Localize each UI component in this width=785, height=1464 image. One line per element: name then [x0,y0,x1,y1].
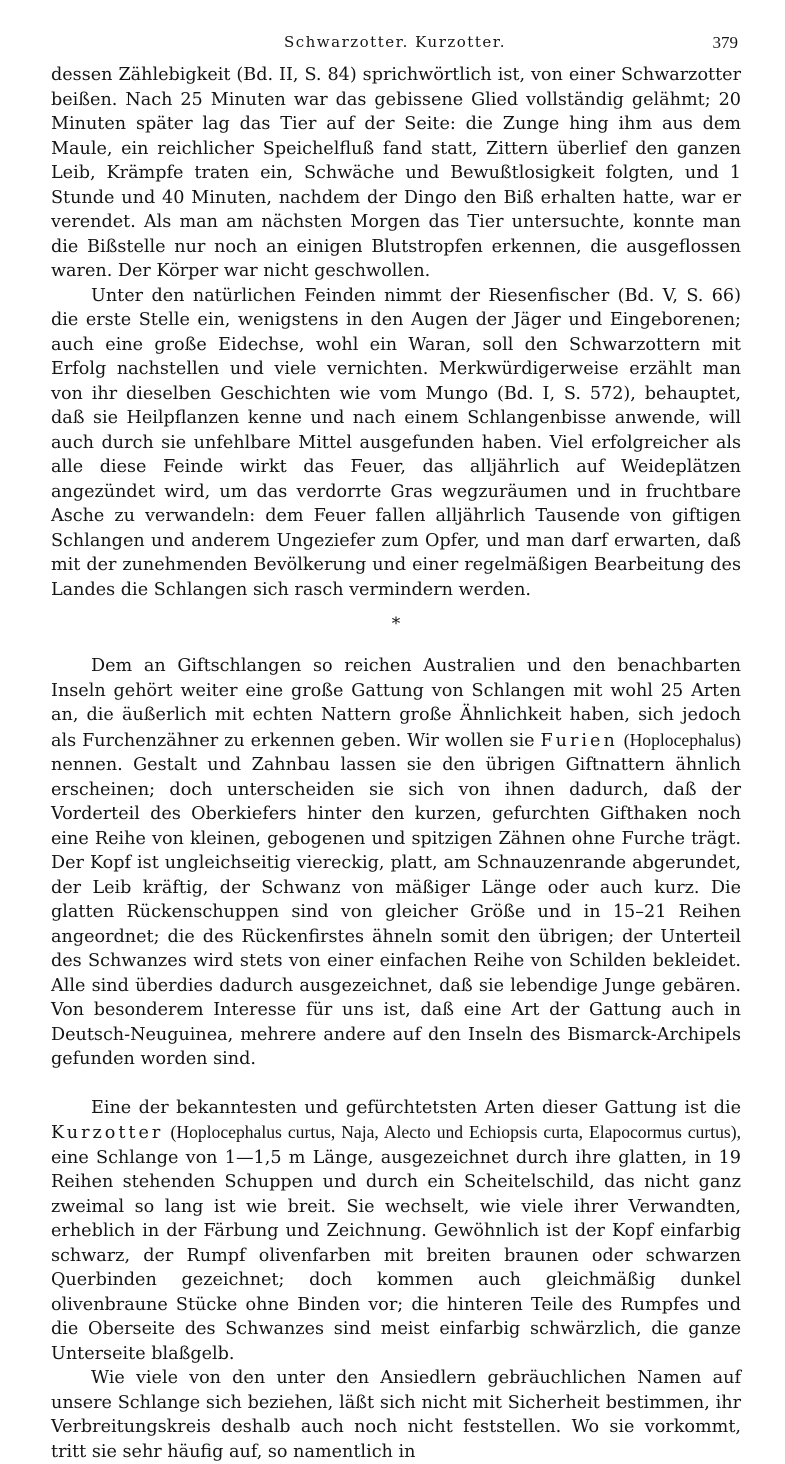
paragraph-furien-genus [51,654,741,1072]
paragraph-text: Dem an Giftschlangen so reichen Australien und den benachbarten Inseln gehört weiter eine große Gattung von Schlangen mit wohl 25 Arten an, die äußerlich mit echten Nattern große Ähnlichkeit haben, sich jedoch als Furchenzähner zu erkennen geben. Wir wollen sie [51,656,741,751]
section-separator: * [391,614,401,634]
page-number: 379 [712,33,738,52]
species-synonyms: (Hoplocephalus curtus, Naja, Alecto und Echiopsis curta, Elapocormus curtus), [170,1122,742,1142]
paragraph-dingo-bite: dessen Zählebigkeit (Bd. II, S. 84) sprichwörtlich ist, von einer Schwarzotter beißen. Nach 25 Minuten war das gebissene Glied vollständig gelähmt; 20 Minuten später lag das Tier auf der Seite: die Zunge hing ihm aus dem Maule, ein reichlicher Speichelfluß fand statt, Zittern überlief den ganzen Leib, Krämpfe traten ein, Schwäche und Bewußtlosigkeit folgten, und 1 Stunde und 40 Minuten, nachdem der Dingo den Biß erhalten hatte, war er verendet. Als man am nächsten Morgen das Tier untersuchte, konnte man die Bißstelle nur noch an einigen Blutstropfen erkennen, die ausgeflossen waren. Der Körper war nicht geschwollen. [51,65,741,281]
species-common-name: Kurzotter [51,1123,164,1143]
paragraph-text: eine Schlange von 1—1,5 m Länge, ausgezeichnet durch ihre glatten, in 19 Reihen stehenden Schuppen und durch ein Scheitelschild, das nicht ganz zweimal so lang ist wie breit. Sie wechselt, wie viele ihrer Verwandten, erheblich in der Färbung und Zeichnung. Gewöhnlich ist der Kopf einfarbig schwarz, der Rumpf olivenfarben mit breiten braunen oder schwarzen Querbinden gezeichnet; doch kommen auch gleichmäßig dunkel olivenbraune Stücke ohne Binden vor; die hinteren Teile des Rumpfes und die Oberseite des Schwanzes sind meist einfarbig schwärzlich, die ganze Unterseite blaßgelb. [51,1147,741,1364]
genus-latin-name: (Hoplocephalus) [623,729,741,750]
paragraph-names-distribution: Wie viele von den unter den Ansiedlern gebräuchlichen Namen auf unsere Schlange sich beziehen, läßt sich nicht mit Sicherheit bestimmen, ihr Verbreitungskreis deshalb auch noch nicht feststellen. Wo sie vorkommt, tritt sie sehr häufig auf, so namentlich in [51,1368,741,1462]
running-title: Schwarzotter. Kurzotter. [283,33,507,51]
genus-common-name: Furien [540,730,618,751]
paragraph-text: Eine der bekanntesten und gefürchtetsten Arten dieser Gattung ist die [91,1097,741,1118]
paragraph-text: nennen. Gestalt und Zahnbau lassen sie den übrigen Giftnattern ähnlich erscheinen; doch unterscheiden sie sich von ihnen dadurch, daß der Vorderteil des Oberkiefers hinter den kurzen, gefurchten Gifthaken noch eine Reihe von kleinen, gebogenen und spitzigen Zähnen ohne Furche trägt. Der Kopf ist ungleichseitig viereckig, platt, am Schnauzenrande abgerundet, der Leib kräftig, der Schwanz von mäßiger Länge oder auch kurz. Die glatten Rückenschuppen sind von gleicher Größe und in 15–21 Reihen angeordnet; die des Rückenfirstes ähneln somit den übrigen; der Unterteil des Schwanzes wird stets von einer einfachen Reihe von Schilden bekleidet. Alle sind überdies dadurch ausgezeichnet, daß sie lebendige Junge gebären. Von besonderem Interesse für uns ist, daß eine Art der Gattung auch in Deutsch-Neuguinea, mehrere andere auf den Inseln des Bismarck-Archipels gefunden worden sind. [51,755,741,1069]
body-text [51,63,741,1464]
paragraph-kurzotter-description [51,1096,741,1367]
paragraph-natural-enemies: Unter den natürlichen Feinden nimmt der Riesenfischer (Bd. V, S. 66) die erste Stelle ein, wenigstens in den Augen der Jäger und Eingeborenen; auch eine große Eidechse, wohl ein Waran, soll den Schwarzottern mit Erfolg nachstellen und viele vernichten. Merkwürdigerweise erzählt man von ihr dieselben Geschichten wie vom Mungo (Bd. I, S. 572), behauptet, daß sie Heilpflanzen kenne und nach einem Schlangenbisse anwende, will auch durch sie unfehlbare Mittel ausgefunden haben. Viel erfolgreicher als alle diese Feinde wirkt das Feuer, das alljährlich auf Weideplätzen angezündet wird, um das verdorrte Gras wegzuräumen und in fruchtbare Asche zu verwandeln: dem Feuer fallen alljährlich Tausende von giftigen Schlangen und anderem Ungeziefer zum Opfer, und man darf erwarten, daß mit der zunehmenden Bevölkerung und einer regelmäßigen Bearbeitung des Landes die Schlangen sich rasch vermindern werden. [51,285,741,600]
running-head [52,33,738,59]
